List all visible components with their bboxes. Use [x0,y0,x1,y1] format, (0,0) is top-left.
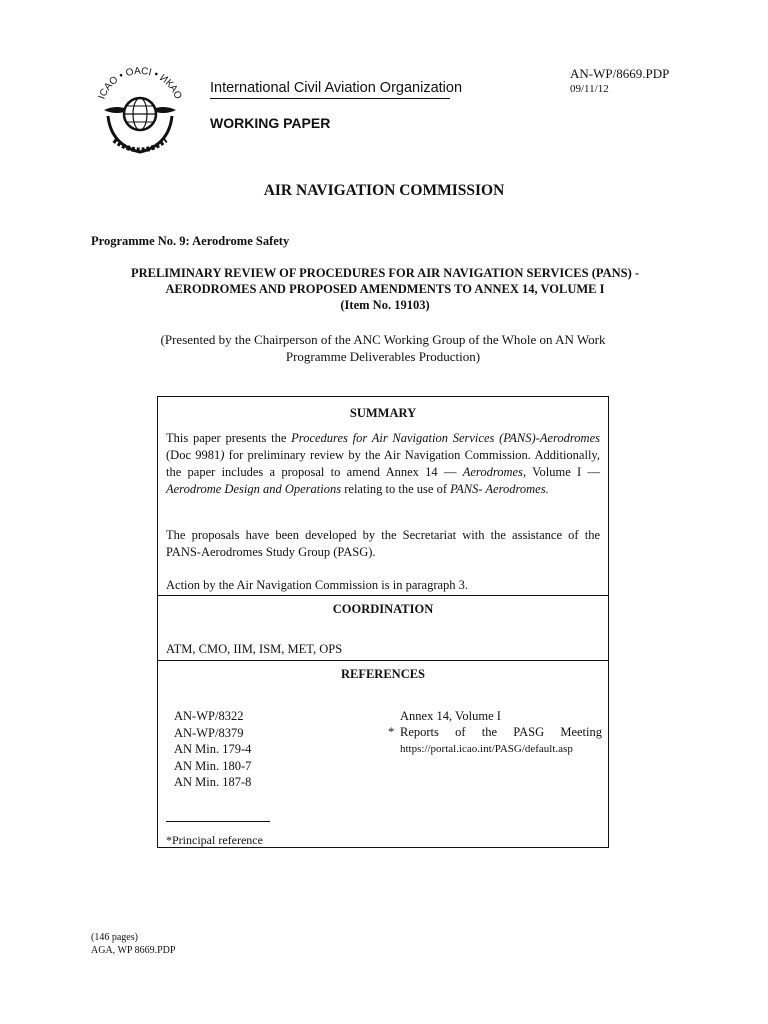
commission-heading: AIR NAVIGATION COMMISSION [263,182,505,199]
page-count: (146 pages) [91,932,138,943]
reference-item: AN Min. 180-7 [174,758,252,773]
programme-line: Programme No. 9: Aerodrome Safety [91,234,290,248]
references-left-list [174,708,251,791]
reference-item: AN-WP/8322 [174,709,244,723]
summary-p1-text-i: relating to the use of [341,482,451,496]
organization-name: International Civil Aviation Organization [210,80,450,99]
document-id: AN-WP/8669.PDP [570,66,670,81]
summary-paragraph-1 [166,430,600,498]
section-divider [158,660,608,661]
summary-heading: SUMMARY [349,406,417,420]
file-reference: AGA, WP 8669.PDP [91,945,176,956]
reference-annex-14: Annex 14, Volume I [400,709,501,723]
coordination-list: ATM, CMO, IIM, ISM, MET, OPS [166,642,343,656]
footnote-rule [166,821,270,822]
summary-p1-paren: ) [220,448,225,462]
presented-by: (Presented by the Chairperson of the ANC Working Group of the Whole on AN Work Programme Deliverables Production) [160,332,606,364]
section-divider [158,595,608,596]
summary-p1-pans-aerodromes: PANS- Aerodromes. [450,482,549,496]
summary-p1-design-ops: Aerodrome Design and Operations [166,482,342,496]
reference-item: AN Min. 187-8 [174,775,252,789]
summary-box [157,396,609,848]
summary-p1-text-c: (Doc 9981 [166,448,221,462]
summary-p1-text-a: This paper presents the [166,431,292,445]
title-line-3: (Item No. 19103) [340,298,430,312]
document-date: 09/11/12 [570,83,609,95]
summary-paragraph-3: Action by the Air Navigation Commission is in paragraph 3. [166,578,469,592]
principal-reference-footnote: *Principal reference [166,833,263,847]
reference-pasg-link[interactable]: https://portal.icao.int/PASG/default.asp [400,743,573,755]
logo-lettering: ICAO • OACI • ИКАО [96,65,184,101]
summary-p1-aerodromes: Aerodromes [462,465,523,479]
coordination-heading: COORDINATION [332,602,434,616]
summary-paragraph-2: The proposals have been developed by the Secretariat with the assistance of the PANS-Aerodromes Study Group (PASG). [166,528,600,559]
title-line-1: PRELIMINARY REVIEW OF PROCEDURES FOR AIR NAVIGATION SERVICES (PANS) - [130,266,640,280]
paper-title [80,265,690,313]
working-paper-label: WORKING PAPER [210,115,331,131]
references-heading: REFERENCES [340,667,426,681]
summary-p1-text-e: for preliminary review by the Air Navigation Commission. Additionally, the paper includes a proposal to amend Annex 14 — [166,448,600,479]
title-line-2: AERODROMES AND PROPOSED AMENDMENTS TO ANNEX 14, VOLUME I [165,282,605,296]
summary-p1-text-g: , Volume I — [522,465,600,479]
summary-p1-pans-title: Procedures for Air Navigation Services (PANS)-Aerodromes [291,431,600,445]
reference-item: AN-WP/8379 [174,725,244,740]
icao-emblem-logo [88,60,192,164]
principal-reference-star: * [388,725,395,739]
reference-pasg-reports: Reports of the PASG Meeting [400,725,602,739]
reference-item: AN Min. 179-4 [174,742,252,756]
